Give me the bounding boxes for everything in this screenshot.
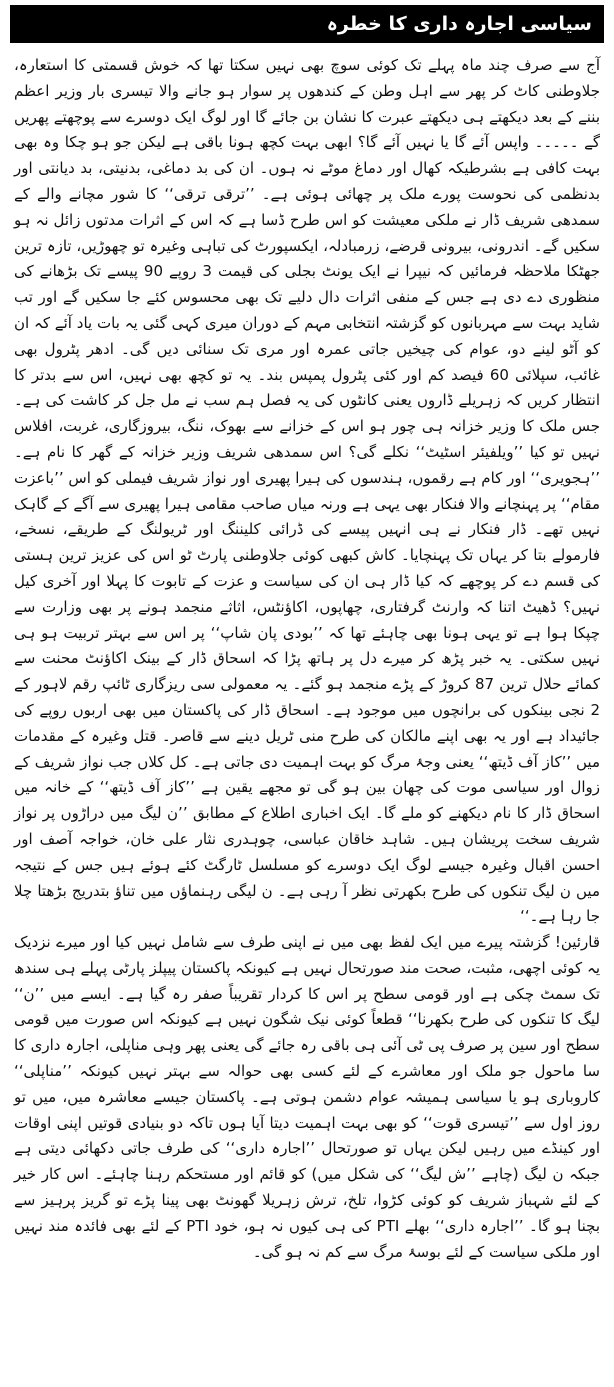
headline: سیاسی اجارہ داری کا خطرہ <box>326 13 592 35</box>
paragraph-1: آج سے صرف چند ماہ پہلے تک کوئی سوچ بھی نہیں سکتا تھا کہ خوش قسمتی کا استعارہ، جلاوطنی کاٹ کر پھر سے اہل وطن کے کندھوں پر سوار ہو جانے والا تیسری بار وزیر اعظم بننے کے بعد دیکھتے ہی دیکھتے عبرت کا نشان بن جائے گا اور لوگ ایک دوسرے سے پوچھتے پھریں گے ۔۔۔۔۔ واپس آئے گا یا نہیں آئے گا؟ ابھی بہت کچھ ہونا باقی ہے لیکن جو ہو چکا وہ بھی بہت کافی ہے بشرطیکہ کھال اور دماغ موٹے نہ ہوں۔ ان کی بد دماغی، بدنیتی، بد دیانتی اور بدنظمی کی نحوست پورے ملک پر چھائی ہوئی ہے۔ ’’ترقی ترقی‘‘ کا شور مچانے والے کے سمدھی شریف ڈار نے ملکی معیشت کو اس طرح ڈسا ہے کہ اس کے اثرات مدتوں زائل نہ ہو سکیں گے۔ اندرونی، بیرونی قرضے، زرمبادلہ، ایکسپورٹ کی تباہی وغیرہ تو چھوڑیں، تازہ ترین جھٹکا ملاحظہ فرمائیں کہ نیپرا نے ایک یونٹ بجلی کی قیمت 3 روپے 90 پیسے تک بڑھانے کی منظوری دے دی ہے جس کے منفی اثرات دال دلیے تک بھی محسوس کئے جا سکیں گے اور تب شاید بہت سے مہربانوں کو گزشتہ انتخابی مہم کے دوران میری کہی گئی یہ بات یاد آئے کہ ان کو آٹو لینے دو، عوام کی چیخیں جاتی عمرہ اور مری تک سنائی دیں گی۔ ادھر پٹرول بھی غائب، سپلائی 60 فیصد کم اور کئی پٹرول پمپس بند۔ یہ تو کچھ بھی نہیں، اس سے بدتر کا انتظار کریں کہ زہریلے ڈاروں یعنی کانٹوں کی یہ فصل ہم سب نے مل جل کر کاشت کی ہے۔ جس ملک کا وزیر خزانہ ہی چور ہو اس کے خزانے سے بھوک، ننگ، بیروزگاری، غربت، افلاس نہیں تو کیا ’’ویلفیئر اسٹیٹ‘‘ نکلے گی؟ اس سمدھی شریف وزیر خزانہ کے گھر کا نام ہے۔ ’’ہجویری‘‘ اور کام ہے رقموں، ہندسوں کی ہیرا پھیری اور نواز شریف فیملی کو اس ’’باعزت مقام‘‘ پر پہنچانے والا فنکار بھی یہی ہے ورنہ میاں صاحب مقامی ہیرا پھیری سے آگے کے گاہک نہیں تھے۔ ڈار فنکار نے ہی انہیں پیسے کی ڈرائی کلیننگ اور ٹریولنگ کے طریقے، نسخے، فارمولے بتا کر یہاں تک پہنچایا۔ کاش کبھی کوئی جلاوطنی پارٹ ٹو اس کی عزیز ترین ہستی کی قسم دے کر پوچھے کہ کیا ڈار ہی ان کی سیاست و عزت کے تابوت کا پہلا اور آخری کیل نہیں؟ ڈھیٹ اتنا کہ وارنٹ گرفتاری، چھاپوں، اکاؤنٹس، اثاثے منجمد ہونے پر بھی وزارت سے چپکا ہوا ہے تو یہی ہونا بھی چاہئے تھا کہ ’’بودی پان شاپ‘‘ پر اس سے بہتر تربیت ہو ہی نہیں سکتی۔ یہ خبر پڑھ کر میرے دل پر ہاتھ پڑا کہ اسحاق ڈار کے بینک اکاؤنٹ محنت سے کمائے حلال ترین 87 کروڑ کے پڑے منجمد ہو گئے۔ یہ معمولی سی ریزگاری ٹائپ رقم لاہور کے 2 نجی بینکوں کی برانچوں میں موجود ہے۔ اسحاق ڈار کی پاکستان میں بھی اربوں روپے کی جائیداد ہے اور یہ بھی اپنے مالکان کی طرح منی ٹریل دینے سے قاصر۔ قتل وغیرہ کے مقدمات میں ’’کاز آف ڈیتھ‘‘ یعنی وجۂ مرگ کو بہت اہمیت دی جاتی ہے۔ کل کلاں جب نواز شریف کے زوال اور سیاسی موت کی چھان بین ہو گی تو مجھے یقین ہے ’’کاز آف ڈیتھ‘‘ کے خانہ میں اسحاق ڈار کا نام دیکھنے کو ملے گا۔ ایک اخباری اطلاع کے مطابق ’’ن لیگ میں دراڑوں پر نواز شریف سخت پریشان ہیں۔ شاہد خاقان عباسی، چوہدری نثار علی خان، خواجہ آصف اور احسن اقبال وغیرہ جیسے لوگ ایک دوسرے کو مسلسل ٹارگٹ کئے ہوئے ہیں جس کے نتیجہ میں ن لیگ تنکوں کی طرح بکھرتی نظر آ رہی ہے۔ ن لیگی رہنماؤں میں تناؤ بتدریج بڑھتا چلا جا رہا ہے۔‘‘ <box>14 56 601 926</box>
newspaper-column <box>0 5 614 1387</box>
article-body <box>10 53 604 1265</box>
paragraph-2: قارئین! گزشتہ پیرے میں ایک لفظ بھی میں نے اپنی طرف سے شامل نہیں کیا اور میرے نزدیک یہ کوئی اچھی، مثبت، صحت مند صورتحال نہیں ہے کیونکہ پاکستان پیپلز پارٹی پہلے ہی سندھ تک سمٹ چکی ہے اور قومی سطح پر اس کا کردار تقریباً صفر رہ گیا ہے۔ ایسے میں ’’ن‘‘ لیگ کا تنکوں کی طرح بکھرنا‘‘ قطعاً کوئی نیک شگون نہیں ہے کیونکہ اس صورت میں قومی سطح اور سین پر صرف پی ٹی آئی ہی باقی رہ جائے گی یعنی پھر وہی مناپلی، اجارہ داری کا سا ماحول جو ملک اور معاشرے کے لئے کسی بھی حوالہ سے بہتر نہیں کیونکہ ’’مناپلی‘‘ کاروباری ہو یا سیاسی ہمیشہ عوام دشمن ہوتی ہے۔ پاکستان جیسے معاشرہ میں، میں تو روز اول سے ’’تیسری قوت‘‘ کو بھی بہت اہمیت دیتا آیا ہوں تاکہ دو بنیادی قوتیں اپنی اوقات اور کینڈے میں رہیں لیکن یہاں تو صورتحال ’’اجارہ داری‘‘ کی طرف جاتی دکھائی دیتی ہے جبکہ ن لیگ (چاہے ’’ش لیگ‘‘ کی شکل میں) کو قائم اور مستحکم رہنا چاہئے۔ اس کار خیر کے لئے شہباز شریف کو کوئی کڑوا، تلخ، ترش زہریلا گھونٹ بھی پینا پڑے تو گریز پرہیز سے بچنا ہو گا۔ ’’اجارہ داری‘‘ بھلے PTI کی ہی کیوں نہ ہو، خود PTI کے لئے بھی فائدہ مند نہیں اور ملکی سیاست کے لئے بوسۂ مرگ سے کم نہ ہو گی۔ <box>14 933 600 1261</box>
headline-bar <box>10 5 604 43</box>
